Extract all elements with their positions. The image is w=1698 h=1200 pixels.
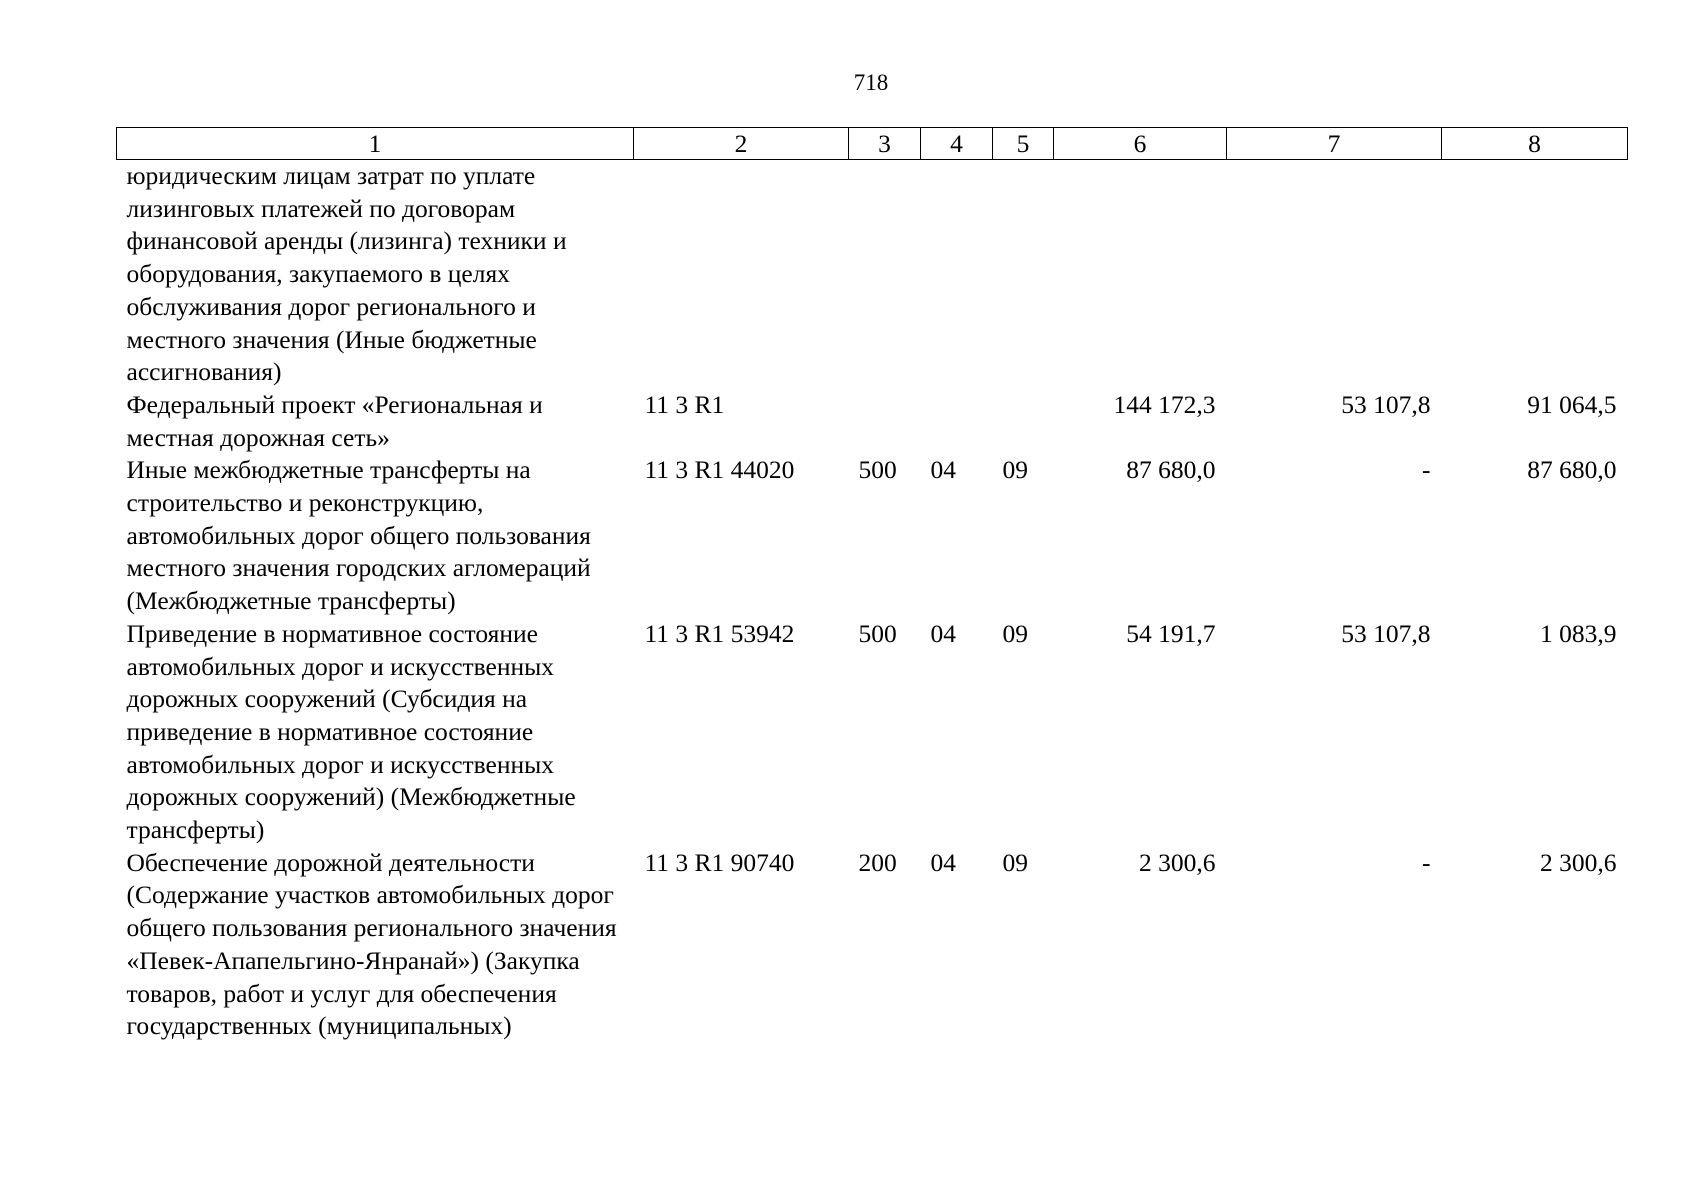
row-code: 11 3 R1 44020 xyxy=(644,455,795,485)
table-row xyxy=(117,454,1628,618)
header-col-1: 1 xyxy=(117,128,634,160)
row-code: 11 3 R1 90740 xyxy=(644,847,795,877)
row-col-5: 09 xyxy=(1002,847,1028,877)
row-col-5: 09 xyxy=(1002,455,1028,485)
header-col-6: 6 xyxy=(1054,128,1227,160)
row-col-4: 04 xyxy=(930,847,956,877)
row-col-6: 2 300,6 xyxy=(1139,847,1216,877)
row-col-7: - xyxy=(1422,455,1431,485)
row-col-4 xyxy=(921,389,993,454)
row-col-3: 500 xyxy=(858,618,897,648)
row-col-3: 500 xyxy=(858,455,897,485)
row-col-3: 200 xyxy=(858,847,897,877)
row-code: 11 3 R1 xyxy=(644,389,725,419)
table-row xyxy=(117,389,1628,454)
table-row xyxy=(117,160,1628,389)
row-col-8: 87 680,0 xyxy=(1527,455,1617,485)
row-col-7: 53 107,8 xyxy=(1341,389,1431,419)
header-row xyxy=(117,128,1628,160)
row-col-8: 1 083,9 xyxy=(1540,618,1617,648)
row-name: Обеспечение дорожной деятельности (Содержание участков автомобильных дорог общего пользования регионального значения «Певек-Апапельгино-Янранай») (Закупка товаров, работ и услуг для обеспечения государственных (муниципальных) xyxy=(126,847,617,1041)
row-col-4: 04 xyxy=(930,618,956,648)
header-col-7: 7 xyxy=(1227,128,1442,160)
row-col-3 xyxy=(849,160,921,389)
page-number: 718 xyxy=(853,70,889,95)
header-col-2: 2 xyxy=(634,128,849,160)
row-name: Федеральный проект «Региональная и местная дорожная сеть» xyxy=(126,389,543,452)
row-code xyxy=(634,160,849,389)
header-col-8: 8 xyxy=(1442,128,1628,160)
row-col-6: 87 680,0 xyxy=(1126,455,1216,485)
row-col-4 xyxy=(921,160,993,389)
row-col-3 xyxy=(849,389,921,454)
row-col-7: 53 107,8 xyxy=(1341,618,1431,648)
row-col-6: 144 172,3 xyxy=(1113,389,1216,419)
header-col-3: 3 xyxy=(849,128,921,160)
budget-table xyxy=(116,127,1628,1043)
row-col-6: 54 191,7 xyxy=(1126,618,1216,648)
row-col-7 xyxy=(1227,160,1442,389)
table-row xyxy=(117,847,1628,1043)
row-col-6 xyxy=(1054,160,1227,389)
row-col-4: 04 xyxy=(930,455,956,485)
row-name: юридическим лицам затрат по уплате лизинговых платежей по договорам финансовой аренды (лизинга) техники и оборудования, закупаемого в целях обслуживания дорог регионального и местного значения (Иные бюджетные ассигнования) xyxy=(126,161,567,387)
row-name: Приведение в нормативное состояние автомобильных дорог и искусственных дорожных сооружений (Субсидия на приведение в нормативное состояние автомобильных дорог и искусственных дорожных сооружений) (Межбюджетные трансферты) xyxy=(126,618,576,845)
row-col-8 xyxy=(1442,160,1628,389)
row-col-5 xyxy=(993,389,1054,454)
header-col-5: 5 xyxy=(993,128,1054,160)
row-col-5 xyxy=(993,160,1054,389)
row-col-8: 2 300,6 xyxy=(1540,847,1617,877)
header-col-4: 4 xyxy=(921,128,993,160)
table-row xyxy=(117,618,1628,847)
row-col-7: - xyxy=(1422,847,1431,877)
row-code: 11 3 R1 53942 xyxy=(644,618,795,648)
row-name: Иные межбюджетные трансферты на строительство и реконструкцию, автомобильных дорог общего пользования местного значения городских агломераций (Межбюджетные трансферты) xyxy=(126,455,591,616)
row-col-8: 91 064,5 xyxy=(1527,389,1617,419)
row-col-5: 09 xyxy=(1002,618,1028,648)
